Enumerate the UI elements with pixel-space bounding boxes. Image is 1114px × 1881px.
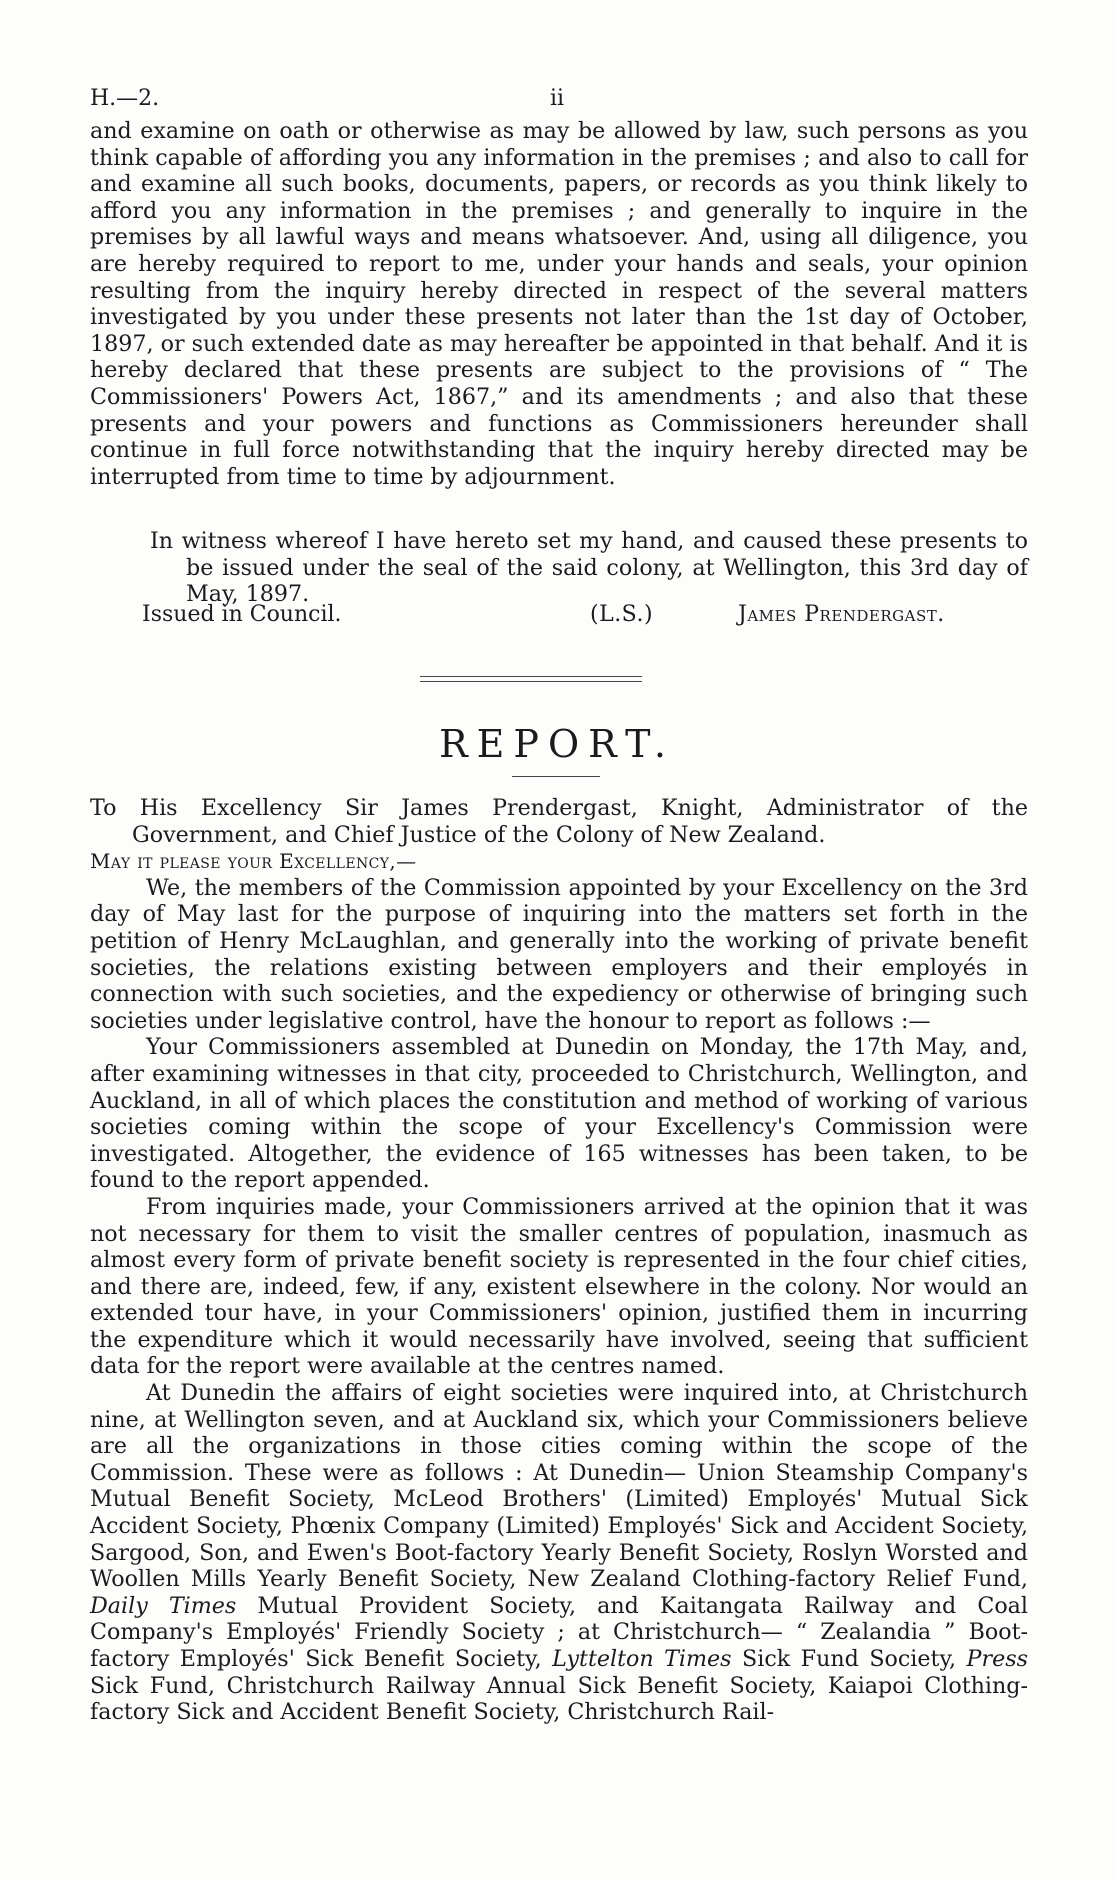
signature-line — [90, 602, 1028, 630]
report-address: To His Excellency Sir James Prendergast, Knight, Administrator of the Government, and Chief Justice of the Colony of New Zealand. — [90, 795, 1028, 848]
report-paragraph-4 — [90, 1380, 1028, 1726]
witness-clause: In witness whereof I have hereto set my hand, and caused these presents to be issued under the seal of the said colony, at Wellington, this 3rd day of May, 1897. — [150, 528, 1028, 608]
report-paragraph-2: Your Commissioners assembled at Dunedin on Monday, the 17th May, and, after examining witnesses in that city, proceeded to Christchurch, Wellington, and Auckland, in all of which places the constitution and method of working of various societies coming within the scope of your Excellency's Commission were investigated. Altogether, the evidence of 165 witnesses has been taken, to be found to the report appended. — [90, 1034, 1028, 1194]
title-underline — [512, 776, 600, 777]
section-divider-upper — [420, 676, 642, 677]
report-salutation: May it please your Excellency,— — [90, 849, 417, 874]
lyttelton-times-title: Lyttelton Times — [552, 1646, 732, 1672]
daily-times-title: Daily Times — [90, 1592, 237, 1619]
report-title: REPORT. — [439, 722, 675, 766]
paragraph-4-text-c: Sick Fund Society, — [731, 1646, 967, 1672]
seal-mark: (L.S.) — [590, 602, 654, 627]
commission-paragraph: and examine on oath or otherwise as may be allowed by law, such persons as you think capable of affording you any information in the premises ; and also to call for and examine all such books, documents, papers, or records as you think likely to afford you any information in the premises ; and generally to inquire in the premises by all lawful ways and means whatsoever. And, using all diligence, you are hereby required to report to me, under your hands and seals, your opinion resulting from the inquiry hereby directed in respect of the several matters investigated by you under these presents not later than the 1st day of October, 1897, or such extended date as may hereafter be appointed in that behalf. And it is hereby declared that these presents are subject to the provisions of “ The Commissioners' Powers Act, 1867,” and its amendments ; and also that these presents and your powers and functions as Commissioners hereunder shall continue in full force notwithstanding that the inquiry hereby directed may be interrupted from time to time by adjournment. — [90, 118, 1028, 490]
report-paragraph-1: We, the members of the Commission appointed by your Excellency on the 3rd day of May last for the purpose of inquiring into the matters set forth in the petition of Henry McLaughlan, and generally into the working of private benefit societies, the relations existing between employers and their employés in connection with such societies, and the expediency or otherwise of bringing such societies under legislative control, have the honour to report as follows :— — [90, 874, 1028, 1034]
paragraph-4-text-b: Mutual Provident Society, and Kaitangata Railway and Coal Company's Employés' Friendly Society ; at Christchurch— “ Zealandia ” Boot-factory Employés' Sick Benefit Society, — [90, 1592, 1028, 1672]
paragraph-4-text-d: Sick Fund, Christchurch Railway Annual Sick Benefit Society, Kaiapoi Clothing-factory Sick and Accident Benefit Society, Christchurch Rail- — [90, 1672, 1028, 1726]
document-reference: H.—2. — [90, 86, 160, 111]
page-number: ii — [550, 86, 565, 111]
signature: James Prendergast. — [738, 602, 945, 627]
section-divider-lower — [420, 681, 642, 682]
report-paragraph-3: From inquiries made, your Commissioners arrived at the opinion that it was not necessary for them to visit the smaller centres of population, inasmuch as almost every form of private benefit society is represented in the four chief cities, and there are, indeed, few, if any, existent elsewhere in the colony. Nor would an extended tour have, in your Commissioners' opinion, justified them in incurring the expenditure which it would necessarily have involved, seeing that sufficient data for the report were available at the centres named. — [90, 1193, 1028, 1380]
report-body — [90, 795, 1028, 1726]
paragraph-4-text-a: At Dunedin the affairs of eight societies were inquired into, at Christchurch nine, at Wellington seven, and at Auckland six, which your Commissioners believe are all the organizations in those cities coming within the scope of the Commission. These were as follows : At Dunedin— Union Steamship Company's Mutual Benefit Society, McLeod Brothers' (Limited) Employés' Mutual Sick Accident Society, Phœnix Company (Limited) Employés' Sick and Accident Society, Sargood, Son, and Ewen's Boot-factory Yearly Benefit Society, Roslyn Worsted and Woollen Mills Yearly Benefit Society, New Zealand Clothing-factory Relief Fund, — [90, 1380, 1028, 1593]
witness-block — [90, 528, 1028, 608]
commission-block — [90, 118, 1028, 490]
issued-in-council: Issued in Council. — [142, 602, 342, 627]
press-title: Press — [966, 1646, 1028, 1672]
